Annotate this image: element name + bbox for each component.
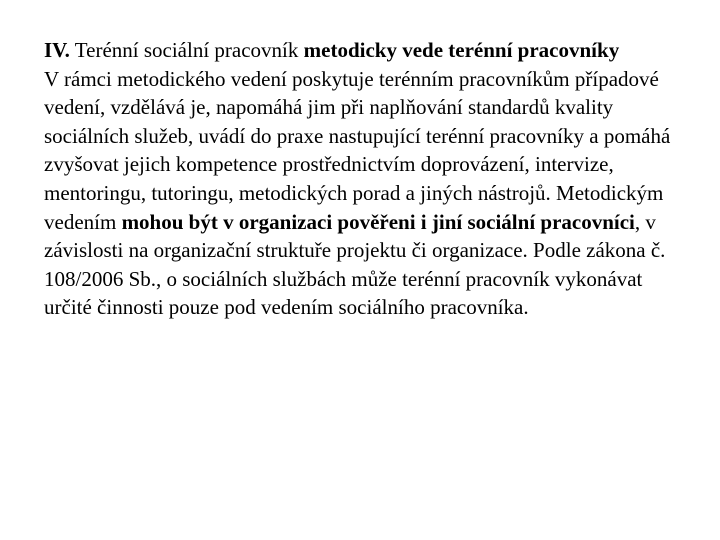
body-bold-text: mohou být v organizaci pověřeni i jiní sociální pracovníci bbox=[121, 209, 635, 234]
body-text-part2: , v závislosti na organizační struktuře projektu či organizace. Podle zákona č. 108/2006 Sb., o sociálních službách může terénní pracovník vykonávat určité činnosti pouze pod vedením sociálního pracovníka. bbox=[44, 209, 666, 320]
body-paragraph bbox=[44, 65, 684, 322]
heading-plain-text: Terénní sociální pracovník bbox=[74, 38, 299, 62]
section-number: IV. bbox=[44, 38, 70, 62]
heading-bold-text: metodicky vede terénní pracovníky bbox=[303, 38, 620, 62]
section-heading bbox=[44, 36, 684, 65]
slide-content bbox=[44, 36, 684, 322]
body-text-part1: V rámci metodického vedení poskytuje terénním pracovníkům případové vedení, vzdělává je, napomáhá jim při naplňování standardů kvality sociálních služeb, uvádí do praxe nastupující terénní pracovníky a pomáhá zvyšovat jejich kompetence prostřednictvím doprovázení, intervize, mentoringu, tutoringu, metodických porad a jiných nástrojů. Metodickým vedením bbox=[44, 66, 671, 234]
